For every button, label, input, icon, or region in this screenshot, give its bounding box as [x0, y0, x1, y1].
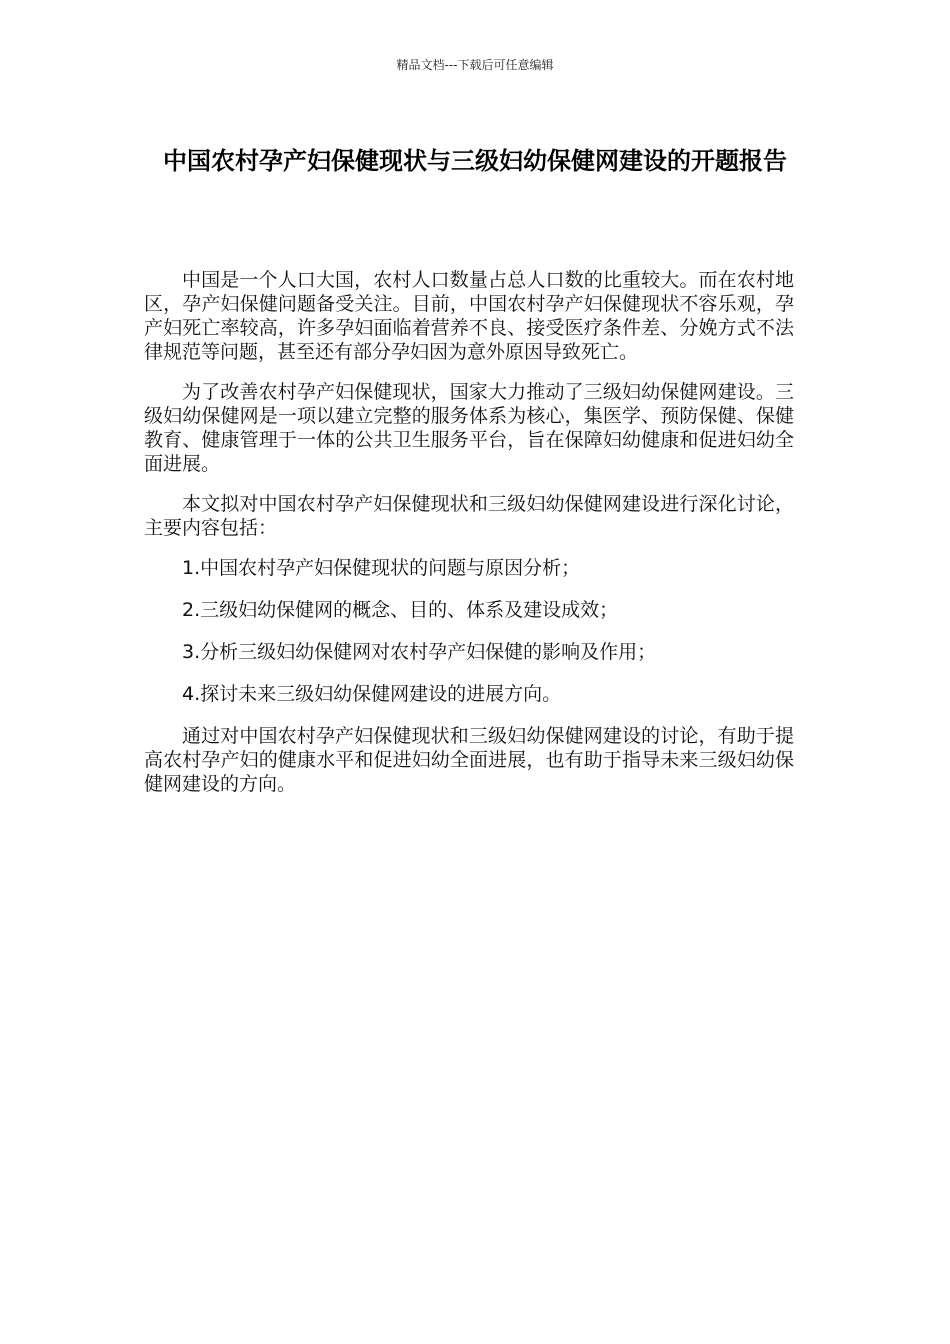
- list-item: 1.中国农村孕产妇保健现状的问题与原因分析；: [182, 557, 581, 579]
- list-item: 2.三级妇幼保健网的概念、目的、体系及建设成效；: [182, 599, 619, 621]
- intro-paragraph: 中国是一个人口大国，农村人口数量占总人口数的比重较大。而在农村地区，孕产妇保健问题备受关注。目前，中国农村孕产妇保健现状不容乐观，孕产妇死亡率较高，许多孕妇面临着营养不良、接受医疗条件差、分娩方式不法律规范等问题，甚至还有部分孕妇因为意外原因导致死亡。: [144, 269, 794, 363]
- scope-paragraph: 本文拟对中国农村孕产妇保健现状和三级妇幼保健网建设进行深化讨论，主要内容包括：: [144, 493, 794, 539]
- content-list: [144, 556, 794, 706]
- closing-paragraph: 通过对中国农村孕产妇保健现状和三级妇幼保健网建设的讨论，有助于提高农村孕产妇的健康水平和促进妇幼全面进展，也有助于指导未来三级妇幼保健网建设的方向。: [144, 725, 794, 795]
- header-note: 精品文档---下载后可任意编辑: [396, 58, 554, 72]
- document-body: [144, 268, 794, 812]
- list-item: 3.分析三级妇幼保健网对农村孕产妇保健的影响及作用；: [182, 641, 657, 663]
- document-title: 中国农村孕产妇保健现状与三级妇幼保健网建设的开题报告: [163, 147, 787, 175]
- network-paragraph: 为了改善农村孕产妇保健现状，国家大力推动了三级妇幼保健网建设。三级妇幼保健网是一项以建立完整的服务体系为核心，集医学、预防保健、保健教育、健康管理于一体的公共卫生服务平台，旨在保障妇幼健康和促进妇幼全面进展。: [144, 381, 794, 475]
- list-item: 4.探讨未来三级妇幼保健网建设的进展方向。: [182, 683, 562, 705]
